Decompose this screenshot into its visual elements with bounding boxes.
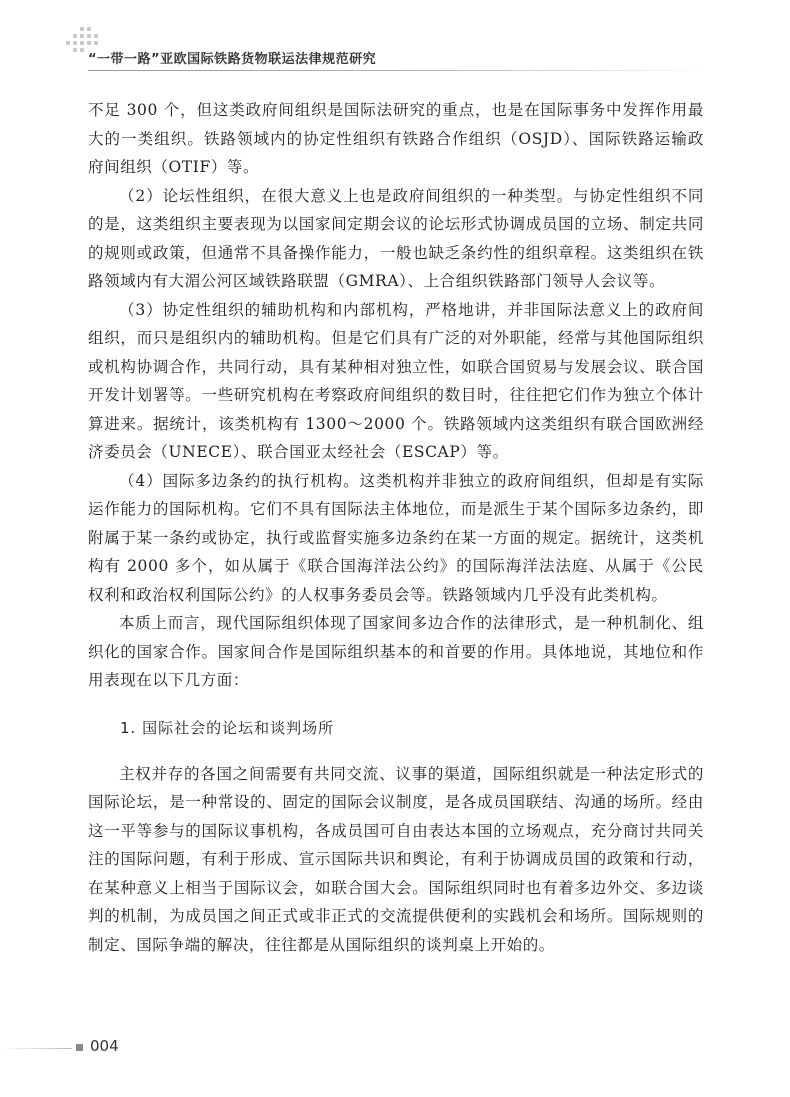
paragraph-forum-organizations: （2）论坛性组织，在很大意义上也是政府间组织的一种类型。与协定性组织不同的是，这类组织主要表现为以国家间定期会议的论坛形式协调成员国的立场、制定共同的规则或政策，但通常不具备操作能力，一般也缺乏条约性的组织章程。这类组织在铁路领域内有大湄公河区域铁路联盟（GMRA）、上合组织铁路部门领导人会议等。 [88,186,704,290]
paragraph-continued: 不足 300 个，但这类政府间组织是国际法研究的重点，也是在国际事务中发挥作用最大的一类组织。铁路领域内的协定性组织有铁路合作组织（OSJD）、国际铁路运输政府间组织（OTIF）等。 [88,101,704,176]
running-title: “一带一路”亚欧国际铁路货物联运法律规范研究 [88,52,377,67]
paragraph-subsidiary-bodies: （3）协定性组织的辅助机构和内部机构，严格地讲，并非国际法意义上的政府间组织，而只是组织内的辅助机构。但是它们具有广泛的对外职能，经常与其他国际组织或机构协调合作，共同行动，具有某种相对独立性，如联合国贸易与发展会议、联合国开发计划署等。一些研究机构在考察政府间组织的数目时，往往把它们作为独立个体计算进来。据统计，该类机构有 1300～2000 个。铁路领域内这类组织有联合国欧洲经济委员会（UNECE）、联合国亚太经社会（ESCAP）等。 [88,300,704,461]
paragraph-treaty-bodies: （4）国际多边条约的执行机构。这类机构并非独立的政府间组织，但却是有实际运作能力的国际机构。它们不具有国际法主体地位，而是派生于某个国际多边条约，即附属于某一条约或协定，执行或监督实施多边条约在某一方面的规定。据统计，这类机构有 2000 多个，如从属于《联合国海洋法公约》的国际海洋法法庭、从属于《公民权利和政治权利国际公约》的人权事务委员会等。铁路领域内几乎没有此类机构。 [88,471,704,604]
body-text [88,96,704,959]
page-header [0,0,790,80]
page-number: 004 [90,1037,119,1055]
footer-rule [0,1048,72,1049]
section-heading: 1. 国际社会的论坛和谈判场所 [120,718,335,737]
footer-square-marker [76,1044,83,1051]
header-rule [88,70,708,71]
paragraph-section-body: 主权并存的各国之间需要有共同交流、议事的渠道，国际组织就是一种法定形式的国际论坛，是一种常设的、固定的国际会议制度，是各成员国联结、沟通的场所。经由这一平等参与的国际议事机构，各成员国可自由表达本国的立场观点，充分商讨共同关注的国际问题，有利于形成、宣示国际共识和舆论，有利于协调成员国的政策和行动，在某种意义上相当于国际议会，如联合国大会。国际组织同时也有着多边外交、多边谈判的机制，为成员国之间正式或非正式的交流提供便利的实践机会和场所。国际规则的制定、国际争端的解决，往往都是从国际组织的谈判桌上开始的。 [88,764,704,954]
paragraph-essence: 本质上而言，现代国际组织体现了国家间多边合作的法律形式，是一种机制化、组织化的国家合作。国家间合作是国际组织基本的和首要的作用。具体地说，其地位和作用表现在以下几方面： [88,614,704,689]
page-footer [0,1030,790,1070]
